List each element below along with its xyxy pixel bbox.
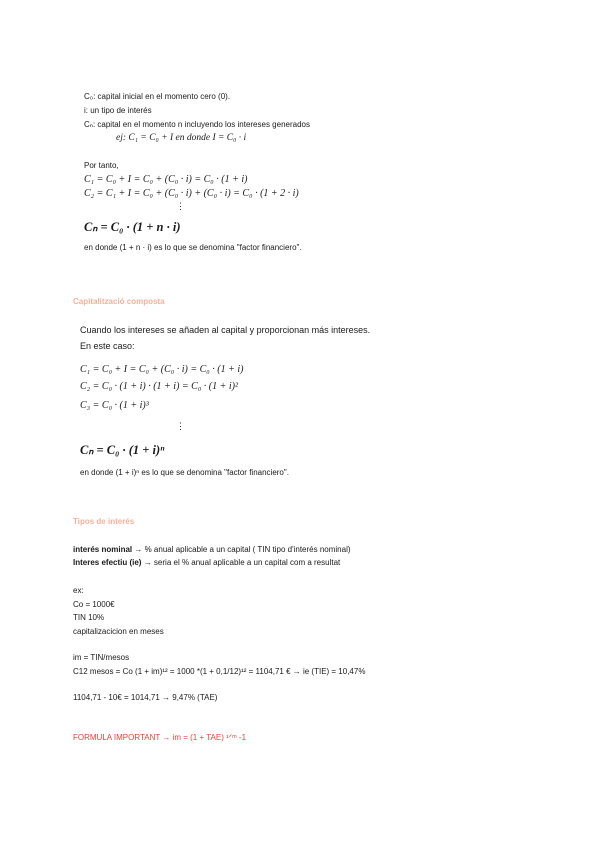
im-definition: im = TIN/mesos	[73, 653, 130, 662]
compound-equation-2: C₂ = C₀ · (1 + i) · (1 + i) = C₀ · (1 + i)²	[80, 381, 238, 392]
tae-calculation: 1104,71 - 10€ = 1014,71 → 9,47% (TAE)	[73, 693, 218, 702]
important-formula-label: FORMULA IMPORTANT →	[73, 733, 171, 742]
example-equation: ej: C₁ = C₀ + I en donde I = C₀ · i	[116, 133, 247, 143]
definition-i: i: un tipo de interés	[84, 106, 152, 115]
simple-ellipsis: ⋮	[176, 201, 185, 211]
compound-formula: Cₙ = C₀ · (1 + i)ⁿ	[80, 443, 165, 457]
compound-factor-note: en donde (1 + i)ⁿ es lo que se denomina "factor financiero".	[80, 468, 289, 477]
simple-factor-note: en donde (1 + n · i) es lo que se denomina "factor financiero".	[84, 243, 302, 252]
important-formula-line	[73, 733, 246, 742]
example-tin: TIN 10%	[73, 613, 105, 622]
simple-equation-1: C₁ = C₀ + I = C₀ + (C₀ · i) = C₀ · (1 + i)	[84, 174, 248, 185]
compound-ellipsis: ⋮	[176, 421, 185, 431]
compound-case-label: En este caso:	[80, 341, 135, 351]
effective-interest-desc: → seria el % anual aplicable a un capital com a resultat	[143, 558, 341, 567]
compound-intro: Cuando los intereses se añaden al capital y proporcionan más intereses.	[80, 325, 371, 335]
c12-calculation: C12 mesos = Co (1 + im)¹² = 1000 *(1 + 0,1/12)¹² = 1104,71 € → ie (TIE) = 10,47%	[73, 667, 366, 676]
example-capital: Co = 1000€	[73, 600, 115, 609]
rates-heading: Tipos de interés	[73, 517, 135, 526]
compound-heading: Capitalització composta	[73, 297, 165, 306]
example-capitalization: capitalizacicion en meses	[73, 627, 164, 636]
nominal-interest-line	[73, 545, 351, 554]
example-label: ex:	[73, 586, 84, 595]
simple-formula: Cₙ = C₀ · (1 + n · i)	[84, 220, 181, 234]
therefore-label: Por tanto,	[84, 161, 119, 170]
important-formula: im = (1 + TAE) ¹ᐟᵐ -1	[172, 733, 247, 742]
compound-equation-1: C₁ = C₀ + I = C₀ + (C₀ · i) = C₀ · (1 + i)	[80, 364, 244, 375]
effective-interest-line	[73, 558, 340, 567]
effective-interest-term: Interes efectiu (ie)	[73, 558, 142, 567]
compound-equation-3: C₃ = C₀ · (1 + i)³	[80, 400, 149, 411]
definition-c0: C₀: capital inicial en el momento cero (0).	[84, 92, 231, 101]
nominal-interest-desc: → % anual aplicable a un capital ( TIN tipo d'interés nominal)	[134, 545, 351, 554]
simple-equation-2: C₂ = C₁ + I = C₀ + (C₀ · i) + (C₀ · i) = C₀ · (1 + 2 · i)	[84, 188, 299, 199]
nominal-interest-term: interés nominal	[73, 545, 133, 554]
definition-cn: Cₙ: capital en el momento n incluyendo los intereses generados	[84, 120, 310, 129]
